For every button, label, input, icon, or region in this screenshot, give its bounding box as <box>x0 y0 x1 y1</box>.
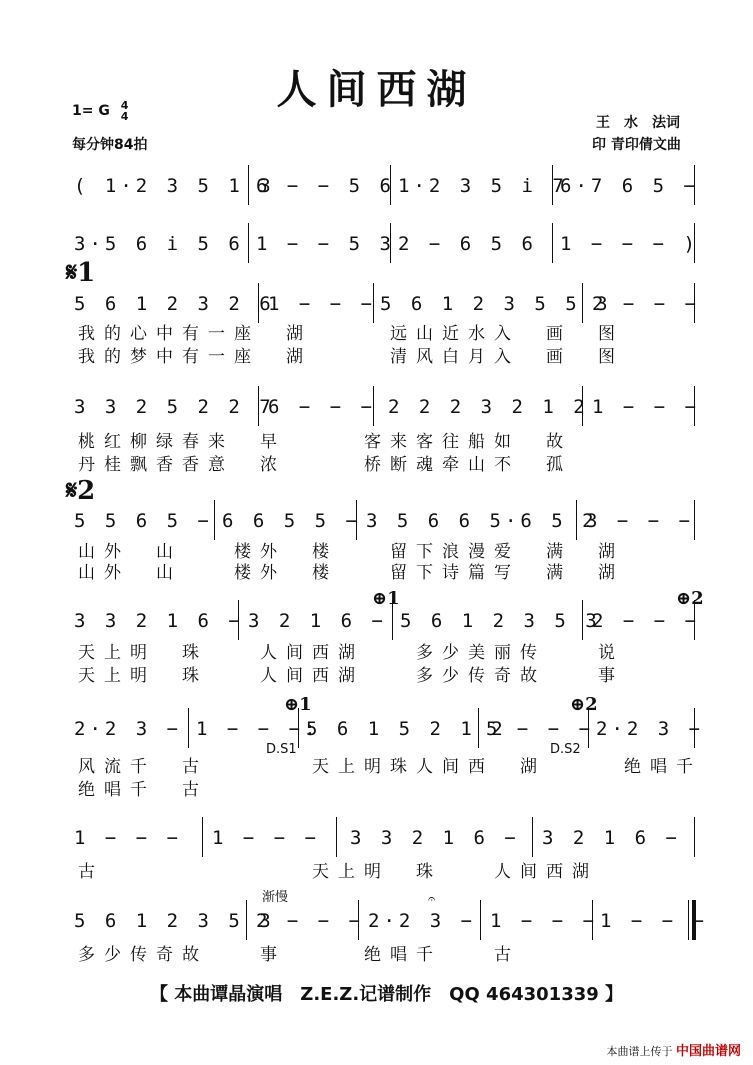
system-2 <box>70 223 699 263</box>
barline <box>392 600 393 640</box>
tempo: 每分钟84拍 <box>72 137 148 153</box>
barline <box>478 708 479 748</box>
lyric-line: 天上明 珠 人间西湖 多少传奇故 事 <box>78 666 624 686</box>
lyric-line: 丹桂飘香香意 浓 桥断魂牵山不 孤 <box>78 455 572 475</box>
barline <box>358 900 359 940</box>
coda-2-sign: ⊕2 <box>676 588 704 609</box>
footer-credit: 【 本曲谭晶演唱 Z.E.Z.记谱制作 QQ 464301339 】 <box>150 984 624 1005</box>
ds1-mark: D.S1 <box>266 742 297 757</box>
system-9 <box>70 900 709 940</box>
barline <box>552 223 553 263</box>
measure: 1 − − − ) <box>560 233 699 255</box>
upload-credit-prefix: 本曲谱上传于 <box>606 1045 673 1058</box>
measure: 3 2 1 6 − <box>248 610 387 632</box>
barline <box>480 900 481 940</box>
barline <box>582 600 583 640</box>
measure: 3·5 6 i 5 6 <box>74 233 244 255</box>
measure: 1·2 3 5 i 7 <box>398 175 568 197</box>
measure: 2 − − − <box>256 910 365 932</box>
measure: 3 − − − <box>586 510 695 532</box>
segno-1-sign: 𝄋1 <box>66 258 96 288</box>
barline <box>532 817 533 857</box>
barline <box>694 283 695 323</box>
barline <box>694 708 695 748</box>
lyric-line: 我的心中有一座 湖 远山近水入 画 图 <box>78 324 624 344</box>
lyric-line: 桃红柳绿春来 早 客来客往船如 故 <box>78 432 572 452</box>
barline <box>298 708 299 748</box>
site-logo[interactable]: 中国曲谱网 <box>675 1044 741 1059</box>
barline <box>576 500 577 540</box>
barline <box>188 708 189 748</box>
measure: 6 6 5 5 − <box>222 510 361 532</box>
measure: 3 2 1 6 − <box>542 827 681 849</box>
segno-2-sign: 𝄋2 <box>66 476 96 506</box>
barline <box>694 500 695 540</box>
lyric-line: 绝唱千 古 <box>78 780 208 800</box>
lyric-line: 山外 山 楼外 楼 留下诗篇写 满 湖 <box>78 563 624 583</box>
measure: 6·7 6 5 − <box>560 175 699 197</box>
measure: 5 6 1 5 2 1 2 <box>306 718 507 740</box>
system-7 <box>70 708 705 748</box>
measure: 3 3 2 1 6 − <box>350 827 520 849</box>
barline <box>246 900 247 940</box>
measure: 3 5 6 6 5·6 5 2 <box>366 510 598 532</box>
ritardando-mark: 渐慢 <box>262 890 289 905</box>
measure: 2·2 3 − <box>596 718 705 740</box>
lyric-line: 山外 山 楼外 楼 留下浪漫爱 满 湖 <box>78 542 624 562</box>
measure: 5 5 6 5 − <box>74 510 213 532</box>
measure: 5 − − − <box>486 718 595 740</box>
barline <box>694 223 695 263</box>
measure: 1 − − − <box>600 910 709 932</box>
barline <box>390 165 391 205</box>
upload-credit <box>606 1040 741 1059</box>
ds2-mark: D.S2 <box>550 742 581 757</box>
barline <box>202 817 203 857</box>
lyric-line: 古 天上明 珠 人间西湖 <box>78 862 598 882</box>
barline <box>356 500 357 540</box>
system-8 <box>70 817 695 857</box>
barline <box>373 283 374 323</box>
coda-2-sign-second: ⊕2 <box>570 694 598 715</box>
barline <box>694 600 695 640</box>
barline <box>258 283 259 323</box>
measure: 2·2 3 − <box>368 910 477 932</box>
fermata-icon: 𝄐 <box>428 892 436 907</box>
measure: 6 − − 5 6 <box>256 175 395 197</box>
system-3 <box>70 283 701 323</box>
time-bottom: 4 <box>120 110 129 123</box>
barline <box>588 708 589 748</box>
measure: 1 − − − <box>74 827 183 849</box>
coda-1-sign: ⊕1 <box>372 588 400 609</box>
measure: 2·2 3 − <box>74 718 183 740</box>
measure: ( 1·2 3 5 1 3 <box>74 175 275 197</box>
lyric-line: 天上明 珠 人间西湖 多少美丽传 说 <box>78 643 624 663</box>
barline <box>238 600 239 640</box>
barline <box>214 500 215 540</box>
barline <box>582 283 583 323</box>
barline <box>373 386 374 426</box>
barline <box>336 817 337 857</box>
measure: 2 − 6 5 6 <box>398 233 537 255</box>
measure: 1 − − − <box>490 910 599 932</box>
barline <box>248 223 249 263</box>
measure: 5 6 1 2 3 5 5 3 <box>380 293 612 315</box>
barline <box>694 386 695 426</box>
system-4 <box>70 386 701 426</box>
measure: 5 6 1 2 3 5 3 <box>400 610 601 632</box>
coda-1-sign-second: ⊕1 <box>284 694 312 715</box>
measure: 6 − − − <box>268 396 377 418</box>
measure: 5 6 1 2 3 5 3 <box>74 910 275 932</box>
barline <box>582 386 583 426</box>
measure: 2 2 2 3 2 1 2 <box>388 396 589 418</box>
measure: 1 − − 5 3 <box>256 233 395 255</box>
measure: 5 6 1 2 3 2 6 <box>74 293 275 315</box>
measure: 3 3 2 1 6 − <box>74 610 244 632</box>
measure: 2 − − − <box>592 610 701 632</box>
song-title: 人间西湖 <box>276 66 477 113</box>
lyric-line: 风流千 古 天上明珠人间西 湖 绝唱千 <box>78 757 702 777</box>
barline <box>248 165 249 205</box>
barline <box>258 386 259 426</box>
measure: 3 3 2 5 2 2 7 <box>74 396 275 418</box>
barline <box>552 165 553 205</box>
composer: 印 青印倩文曲 <box>592 137 681 153</box>
barline <box>592 900 593 940</box>
system-5 <box>70 500 695 540</box>
measure: 1 − − − <box>592 396 701 418</box>
measure: 1 − − − <box>212 827 321 849</box>
lyric-line: 多少传奇故 事 绝唱千 古 <box>78 945 520 965</box>
measure: 1 − − − <box>268 293 377 315</box>
time-signature <box>121 100 129 122</box>
measure: 1 − − −: <box>196 718 320 740</box>
lyric-line: 我的梦中有一座 湖 清风白月入 画 图 <box>78 347 624 367</box>
key-signature <box>72 100 128 122</box>
measure: 2 − − − <box>592 293 701 315</box>
lyricist: 王 水 法词 <box>596 115 680 131</box>
system-6 <box>70 600 701 640</box>
system-1 <box>70 165 699 205</box>
barline <box>694 817 695 857</box>
final-barline <box>688 900 689 940</box>
time-top: 4 <box>120 99 129 112</box>
key-label: 1= G <box>72 103 110 119</box>
barline <box>390 223 391 263</box>
barline <box>694 165 695 205</box>
